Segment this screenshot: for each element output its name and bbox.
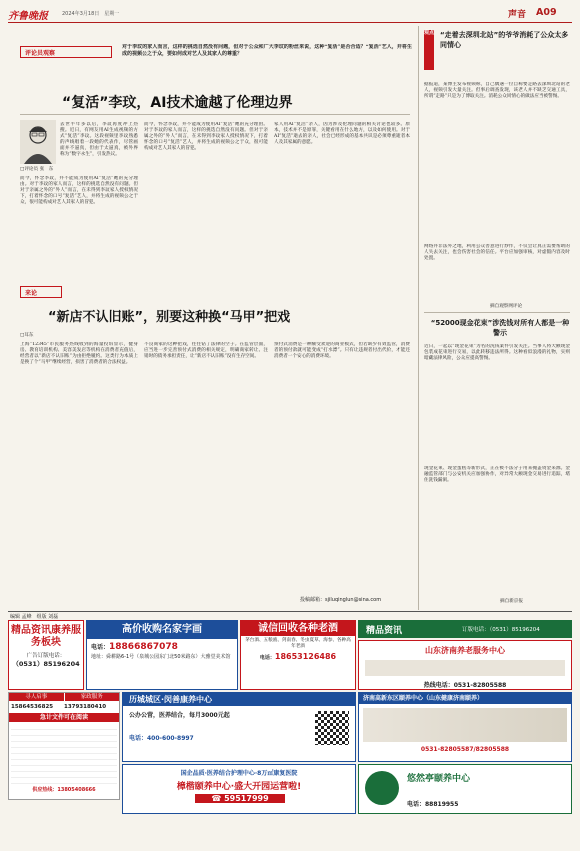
column-tag2: 来论 bbox=[25, 290, 38, 297]
ad-youranting bbox=[358, 764, 572, 814]
right-byline: 摘自观察网评论 bbox=[490, 304, 523, 309]
ad-classifieds bbox=[8, 692, 120, 800]
ad-classified-header bbox=[8, 620, 84, 690]
lead-headline: “复活”李玟，AI技术逾越了伦理边界 bbox=[62, 95, 293, 111]
column-tag-box bbox=[20, 46, 112, 58]
ad1-tel-label: 广告订版电话： bbox=[26, 653, 66, 659]
masthead: 齐鲁晚报 bbox=[8, 11, 48, 22]
right-byline2: 摘自新京报 bbox=[500, 599, 523, 604]
cls-bottom: 供应热线：13805408666 bbox=[32, 787, 96, 793]
ad4-tel: 订版电话：（0531）85196204 bbox=[462, 627, 540, 633]
ad-minshan bbox=[122, 692, 356, 762]
cls-tel1: 15864536825 bbox=[11, 704, 54, 710]
logo-icon bbox=[365, 771, 399, 805]
cls-tel2: 13793180410 bbox=[64, 704, 107, 710]
ad-calligraphy bbox=[86, 620, 238, 690]
right-headline: “走着去深圳北站”的爷爷消耗了公众太多同情心 bbox=[440, 31, 569, 49]
cls-bar: 急计文件可在阅读 bbox=[9, 713, 119, 722]
page-header bbox=[8, 7, 572, 21]
lead-body-col3: 家人用AI“复活”亲人，因为涉及伦理问题的相关讨论也较多。原本，技术并不是原罪，关键看用在什么地方，以及如何使用。对于AI“复活”逝去的亲人，社会已经形成的基本共识是必须尊重逝者本人及其家属的意愿。 bbox=[274, 122, 410, 145]
ad-info-banner bbox=[358, 620, 572, 638]
submission-email: 投稿邮箱：sjiluqinglun@sina.com bbox=[300, 597, 382, 603]
ad5-title: 山东济南养老服务中心 bbox=[425, 646, 505, 655]
headline-rule bbox=[20, 114, 410, 115]
ad-liquor bbox=[240, 620, 356, 690]
right-body1: 据报道，某博主发布视频称，自己偶遇一位自称要走路去深圳北站的老人，视频引发大量关注。但事后调查发现，该老人并不缺乏交通工具，所谓“走路”只是为了博取关注。消耗公众同情心的做法应当被警惕。 bbox=[424, 82, 570, 99]
ad9-tel: 电话：88819955 bbox=[407, 801, 459, 808]
second-body-col2: 不良商家的这种把戏，往往钻了法律的空子。在监管层面，应当进一步完善预付式消费的相关规定，明确商家转让、注销时的债务承担责任，让“新店不认旧账”没有生存空间。 bbox=[144, 342, 268, 359]
ad8-name: 樟楷颐养中心·盛大开园运营啦! bbox=[176, 782, 302, 792]
column-divider bbox=[418, 26, 419, 610]
right-tag: 观点 bbox=[424, 30, 434, 70]
lead-body-col1b: 而今，怀念李玟，并不能成为使用AI“复活”她的充分理由。对于李玟的家人而言，这样的挑选自然没有问题。但对于亲属之外的“外人”而言，在未得到李玟家人授权情况下，打着怀念的口号“复活”艺人，并将生成的视频公之于众，很可能构成对艺人其家人的冒犯。 bbox=[20, 176, 138, 205]
ad6-tel: 电话：400-600-8997 bbox=[129, 735, 194, 742]
ad9-title: 悠然亭颐养中心 bbox=[407, 774, 471, 784]
right-rule bbox=[424, 312, 570, 313]
ad7-tel: 0531-82805587/82805588 bbox=[420, 746, 510, 753]
ad2-address: 地址：舜耕路6-1号（泉城公园东门北50米路东）大雅堂美术馆 bbox=[91, 654, 231, 660]
second-byline: □耳东 bbox=[20, 333, 34, 338]
right-body2: 网络并非法外之地，利用公众善意进行炒作，不仅会让真正需要帮助的人失去关注，也会伤害社会的信任。平台应加强审核，对虚假内容及时处置。 bbox=[424, 244, 570, 261]
second-body-col1: 上海“12345”市民服务热线收到的海量投诉显示，健身房、教育培训机构、美容美发店等机构在消费者充值后，经营者以“新店不认旧账”为由拒绝履约。这类行为本质上是换了个“马甲”继续经营，损害了消费者的合法权益。 bbox=[20, 342, 138, 365]
ad7-title: 济南高新东区颐养中心（山东健康济南颐养） bbox=[359, 693, 571, 704]
right-headline2: “52000现金花束”涉洗钱对所有人都是一种警示 bbox=[430, 319, 570, 337]
column-tag2-box bbox=[20, 286, 62, 298]
lead-intro: 对于李玟的家人而言，这样的挑选自然没有问题，但对于公众和广大李玟的粉丝来说，这种“复活”是否合适？“复活”艺人，并将生成的视频公之于众，要如何成对艺人及其家人的尊重？ bbox=[122, 44, 412, 57]
ad2-tel: 18866867078 bbox=[109, 642, 178, 652]
column-tag: 评论员观察 bbox=[25, 50, 56, 57]
right-body3: 近日，一起以“现金花束”为名的洗钱案件引发关注。当事人将大额现金包装成花束进行交易，以此转移违法所得。这种看似浪漫的礼物，实则暗藏法律风险，公众应提高警惕。 bbox=[424, 344, 570, 361]
ad1-tel: （0531）85196204 bbox=[12, 660, 80, 668]
ad1-title: 精品资讯康养服务板块 bbox=[11, 625, 81, 648]
ad5-tel: 热线电话：0531-82805588 bbox=[423, 682, 507, 689]
second-body-col3: 预付式消费是一种颇受欢迎的商业模式，但若缺少有效监管，消费者的预付款就可能变成“打水漂”。只有让违规者付出代价，才能还消费者一个安心的消费环境。 bbox=[274, 342, 410, 359]
ad3-title: 诚信回收各种老酒 bbox=[241, 621, 355, 636]
ad4-title: 精品资讯 bbox=[366, 626, 403, 636]
second-headline: “新店不认旧账”，别要这种换“马甲”把戏 bbox=[48, 310, 291, 325]
qr-code-icon bbox=[315, 711, 349, 745]
ad8-tel: ☎ 59517999 bbox=[195, 794, 285, 803]
lead-body-col2: 而今，怀念李玟，并不能成为使用AI“复活”她的充分理由。对于李玟的家人而言，这样的挑选自然没有问题。但对于亲属之外的“外人”而言，在未得到李玟家人授权情况下，打着怀念的口号“复活”艺人，并将生成的视频公之于众，很可能构成对艺人其家人的冒犯。 bbox=[144, 122, 268, 151]
footer-rule bbox=[8, 611, 572, 612]
ad3-tel: 18653126486 bbox=[274, 652, 337, 661]
author-portrait bbox=[20, 120, 56, 164]
lead-byline: □评论员 张 东 bbox=[20, 167, 54, 172]
ad-zhangkai bbox=[122, 764, 356, 814]
ad6-title: 历城城区·闵善康养中心 bbox=[123, 693, 355, 706]
ad-elder-care bbox=[358, 640, 572, 690]
ad2-tel-label: 电话： bbox=[91, 644, 110, 651]
ad2-title: 高价收购名家字画 bbox=[87, 621, 237, 639]
cls-head2: 家政服务 bbox=[65, 693, 120, 701]
lead-body-col1: 去世半年多以后，李玟再度冲上热搜。近日，有网友用AI生成视频的方式“复活”李玟。这段视频里李玟熟悉的声线唱着一段她的代表作，尽管画面并不逼真，但由于太逼真，被外界称为“数字永生”，引发热议。 bbox=[60, 122, 138, 157]
section-name: 声音 bbox=[508, 10, 527, 20]
ad-gaoxin bbox=[358, 692, 572, 762]
right-body4: 现金花束、现金蛋糕等新形式，正在被不法分子用来掩盖资金来源。金融监管部门与公安机关应加强协作，对异常大额现金交易进行追踪，堵住洗钱漏洞。 bbox=[424, 466, 570, 483]
ad8-title: 国企品质·医养结合护理中心·8万㎡康复医院 bbox=[180, 770, 298, 777]
ad3-sub: 茅台酒、五粮液、剑南春、冬虫夏草、海参、各种高年老酒 bbox=[245, 638, 351, 649]
editor-line: 编辑 孟峰 组版 刘磊 bbox=[10, 614, 59, 620]
ad3-tel-label: 电话： bbox=[259, 655, 275, 661]
header-rule bbox=[8, 22, 572, 23]
page-number: A09 bbox=[536, 7, 557, 18]
cls-head1: 寻人启事 bbox=[9, 693, 64, 701]
ad6-sub: 公办公营，医养结合，每月3000元起 bbox=[129, 712, 230, 719]
issue-date: 2024年3月18日 星期一 bbox=[62, 11, 120, 17]
